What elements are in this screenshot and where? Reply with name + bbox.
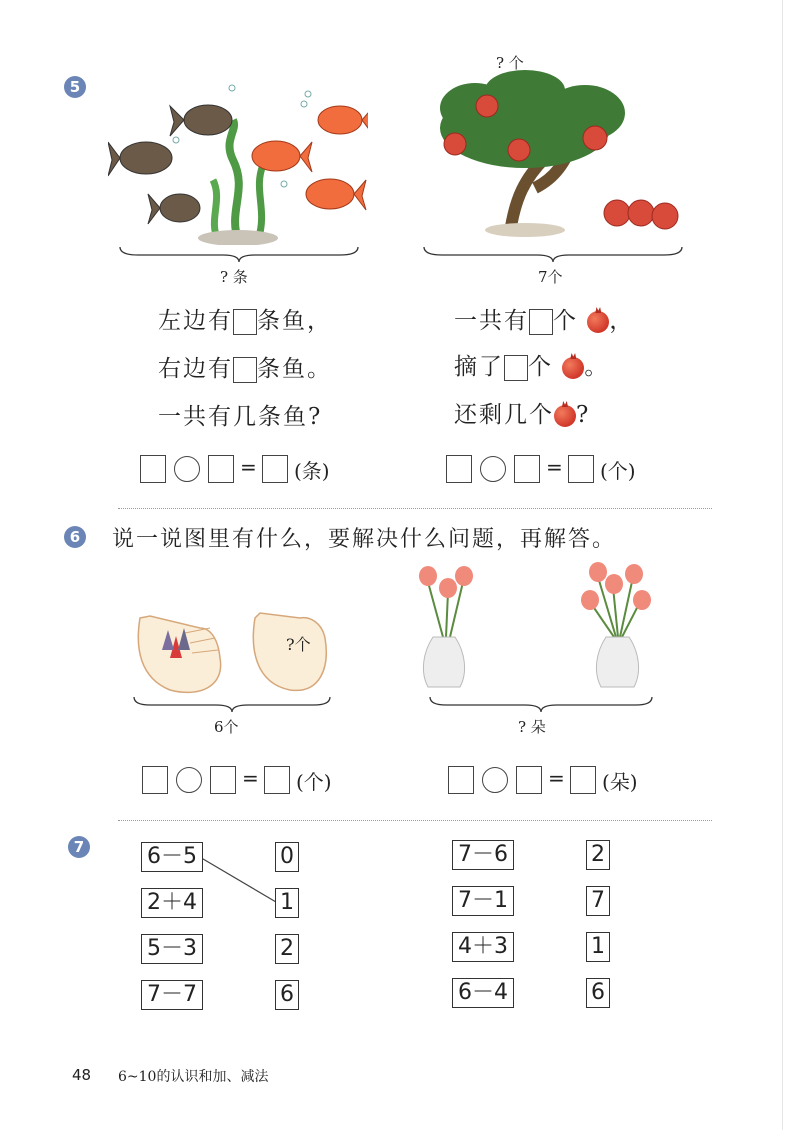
tree-caption: 7个 — [538, 268, 563, 286]
equation-box[interactable] — [142, 766, 168, 794]
fish-brace — [118, 245, 360, 263]
operator-circle[interactable] — [482, 767, 508, 793]
right-expression[interactable]: 7－1 — [452, 886, 514, 916]
fish-question-line-1: 左边有 条鱼， — [158, 308, 332, 334]
page-number: 48 — [72, 1066, 92, 1084]
right-answer[interactable]: 6 — [586, 978, 610, 1008]
equation-box[interactable] — [210, 766, 236, 794]
operator-circle[interactable] — [174, 456, 200, 482]
result-box[interactable] — [568, 455, 594, 483]
vases-brace — [428, 695, 654, 713]
equation-box[interactable] — [514, 455, 540, 483]
operator-circle[interactable] — [176, 767, 202, 793]
answer-box[interactable] — [529, 309, 553, 335]
section-7-badge: 7 — [68, 836, 90, 858]
section-divider — [118, 508, 712, 509]
pomegranate-icon — [587, 311, 609, 333]
left-answer[interactable]: 6 — [275, 980, 299, 1010]
tree-brace — [422, 245, 684, 263]
pomegranate-icon — [562, 357, 584, 379]
equals-sign: = — [242, 766, 259, 790]
fish-question-line-2: 右边有 条鱼。 — [158, 356, 332, 382]
unit-label: (个) — [600, 459, 636, 483]
unit-label: (个) — [296, 770, 332, 794]
equation-box[interactable] — [516, 766, 542, 794]
pomegranate-question-line-3: 还剩几个 ? — [454, 402, 591, 428]
hands-brace — [132, 695, 332, 713]
fish-caption: ? 条 — [220, 268, 248, 286]
right-answer[interactable]: 1 — [586, 932, 610, 962]
right-answer[interactable]: 7 — [586, 886, 610, 916]
fish-question-line-3: 一共有几条鱼? — [158, 404, 323, 430]
equals-sign: = — [546, 455, 563, 479]
answer-box[interactable] — [504, 355, 528, 381]
pomegranate-tree-illustration — [415, 68, 695, 238]
equation-box[interactable] — [446, 455, 472, 483]
chapter-title: 6~10的认识和加、减法 — [118, 1069, 269, 1085]
result-box[interactable] — [262, 455, 288, 483]
result-box[interactable] — [264, 766, 290, 794]
right-expression[interactable]: 6－4 — [452, 978, 514, 1008]
pomegranate-question-line-2: 摘了 个 。 — [454, 354, 610, 380]
vases-caption: ? 朵 — [518, 718, 546, 736]
unit-label: (条) — [294, 459, 330, 483]
vases-illustration — [408, 562, 668, 694]
pomegranate-question-line-1: 一共有 个 ， — [454, 308, 635, 334]
left-expression[interactable]: 7－7 — [141, 980, 203, 1010]
operator-circle[interactable] — [480, 456, 506, 482]
section-6-instruction: 说一说图里有什么，要解决什么问题，再解答。 — [112, 527, 617, 552]
left-expression[interactable]: 5－3 — [141, 934, 203, 964]
equation-box[interactable] — [140, 455, 166, 483]
section-5-badge: 5 — [64, 76, 86, 98]
hand-question-label: ?个 — [286, 635, 311, 654]
answer-box[interactable] — [233, 309, 257, 335]
tree-top-label: ? 个 — [496, 54, 524, 72]
equation-box[interactable] — [448, 766, 474, 794]
left-answer[interactable]: 0 — [275, 842, 299, 872]
page-edge — [782, 0, 783, 1130]
answer-box[interactable] — [233, 357, 257, 383]
result-box[interactable] — [570, 766, 596, 794]
section-divider — [118, 820, 712, 821]
right-answer[interactable]: 2 — [586, 840, 610, 870]
right-expression[interactable]: 7－6 — [452, 840, 514, 870]
pomegranate-icon — [554, 405, 576, 427]
equals-sign: = — [240, 455, 257, 479]
equation-box[interactable] — [208, 455, 234, 483]
left-expression[interactable]: 6－5 — [141, 842, 203, 872]
left-answer[interactable]: 1 — [275, 888, 299, 918]
fish-illustration — [108, 80, 368, 245]
section-6-badge: 6 — [64, 526, 86, 548]
hands-caption: 6个 — [214, 718, 239, 736]
equals-sign: = — [548, 766, 565, 790]
unit-label: (朵) — [602, 770, 638, 794]
right-expression[interactable]: 4＋3 — [452, 932, 514, 962]
left-answer[interactable]: 2 — [275, 934, 299, 964]
left-expression[interactable]: 2＋4 — [141, 888, 203, 918]
